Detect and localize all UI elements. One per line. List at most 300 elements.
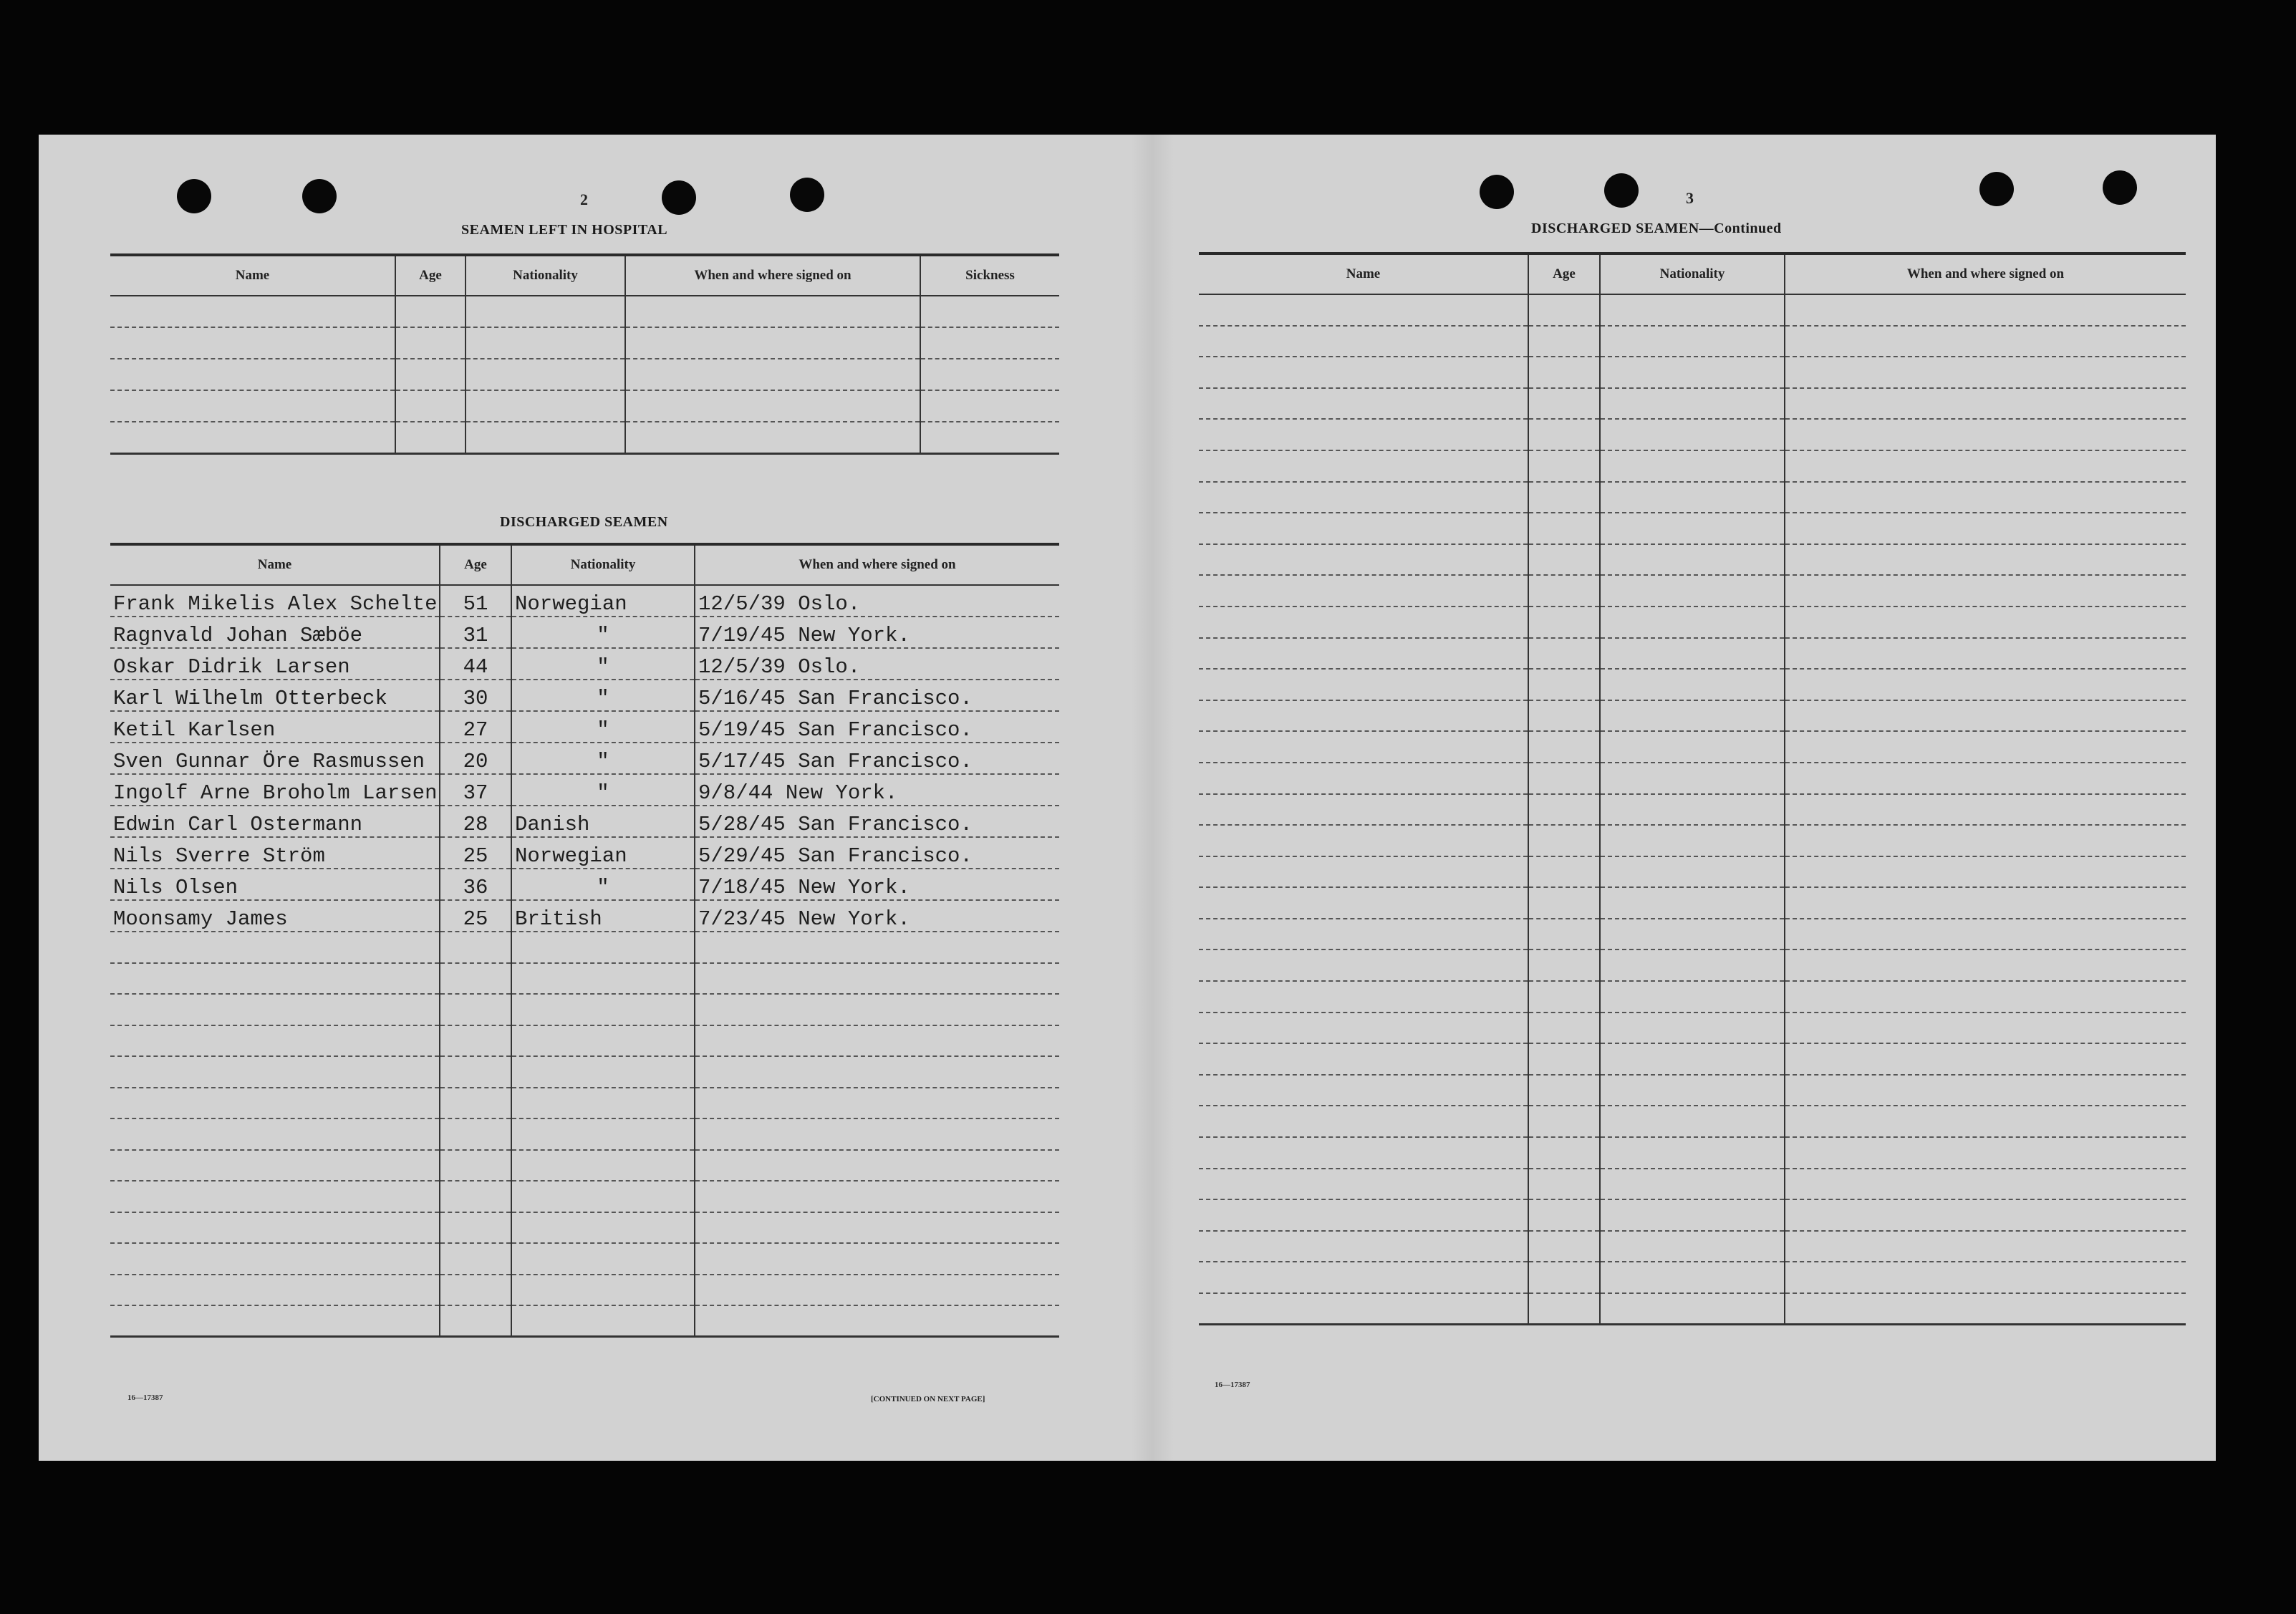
blank-cell	[511, 1275, 695, 1306]
blank-cell	[440, 1243, 511, 1275]
seaman-age: 51	[440, 585, 511, 617]
blank-cell	[440, 1181, 511, 1212]
blank-cell	[1528, 825, 1600, 856]
form-number-right: 16—17387	[1215, 1381, 1250, 1389]
seaman-signed-on: 7/19/45 New York.	[695, 617, 1059, 648]
blank-cell	[511, 932, 695, 963]
blank-cell	[1785, 1231, 2186, 1262]
seaman-age: 25	[440, 837, 511, 869]
blank-row	[110, 1305, 1059, 1337]
seaman-nationality: "	[511, 680, 695, 711]
document-sheet	[39, 135, 2216, 1461]
blank-cell	[1600, 919, 1785, 950]
blank-cell	[511, 1181, 695, 1212]
blank-row	[1199, 638, 2186, 670]
seaman-nationality: "	[511, 648, 695, 680]
blank-cell	[1528, 669, 1600, 700]
blank-cell	[1528, 294, 1600, 326]
blank-cell	[1600, 294, 1785, 326]
blank-cell	[1199, 794, 1528, 826]
blank-cell	[1528, 763, 1600, 794]
blank-cell	[1199, 357, 1528, 388]
blank-row	[110, 1056, 1059, 1088]
blank-row	[1199, 731, 2186, 763]
blank-cell	[695, 1181, 1059, 1212]
blank-cell	[511, 1212, 695, 1244]
blank-cell	[1199, 1199, 1528, 1231]
blank-cell	[1600, 1293, 1785, 1325]
seaman-age: 28	[440, 806, 511, 837]
blank-cell	[110, 1025, 440, 1057]
blank-cell	[511, 1118, 695, 1150]
discharged-table	[110, 543, 1059, 1338]
seaman-nationality: "	[511, 617, 695, 648]
blank-row	[1199, 1075, 2186, 1106]
blank-cell	[1600, 669, 1785, 700]
blank-cell	[1600, 326, 1785, 357]
seaman-name: Moonsamy James	[110, 900, 440, 932]
seaman-age: 44	[440, 648, 511, 680]
table-row	[110, 617, 1059, 648]
blank-cell	[1785, 949, 2186, 981]
punch-hole	[2103, 170, 2137, 205]
blank-cell	[1199, 919, 1528, 950]
blank-cell	[1785, 1262, 2186, 1293]
blank-cell	[440, 1275, 511, 1306]
seaman-signed-on: 12/5/39 Oslo.	[695, 648, 1059, 680]
blank-row	[1199, 1262, 2186, 1293]
blank-cell	[695, 1150, 1059, 1181]
blank-cell	[1199, 731, 1528, 763]
blank-cell	[1785, 482, 2186, 513]
blank-row	[1199, 669, 2186, 700]
blank-cell	[1785, 1169, 2186, 1200]
blank-cell	[1528, 1137, 1600, 1169]
table-row	[110, 585, 1059, 617]
blank-cell	[1528, 1075, 1600, 1106]
table-row	[110, 680, 1059, 711]
form-number-left: 16—17387	[127, 1393, 163, 1402]
blank-row	[1199, 388, 2186, 420]
blank-row	[1199, 700, 2186, 732]
blank-cell	[1785, 1075, 2186, 1106]
col-header-name: Name	[110, 255, 395, 296]
page-fold	[1131, 135, 1174, 1461]
blank-cell	[1600, 513, 1785, 544]
blank-cell	[1600, 1075, 1785, 1106]
seaman-name: Karl Wilhelm Otterbeck	[110, 680, 440, 711]
blank-row	[1199, 1137, 2186, 1169]
seaman-nationality: Danish	[511, 806, 695, 837]
seaman-age: 20	[440, 743, 511, 774]
blank-cell	[695, 994, 1059, 1025]
table-row	[110, 900, 1059, 932]
blank-row	[1199, 981, 2186, 1013]
seaman-nationality: "	[511, 774, 695, 806]
blank-row	[1199, 450, 2186, 482]
blank-row	[1199, 949, 2186, 981]
blank-row	[1199, 419, 2186, 450]
table-row	[110, 774, 1059, 806]
seaman-name: Sven Gunnar Öre Rasmussen	[110, 743, 440, 774]
blank-row	[110, 1025, 1059, 1057]
blank-cell	[440, 932, 511, 963]
blank-row	[1199, 1293, 2186, 1325]
seaman-signed-on: 7/18/45 New York.	[695, 869, 1059, 900]
blank-cell	[1199, 669, 1528, 700]
blank-cell	[1199, 388, 1528, 420]
seaman-age: 36	[440, 869, 511, 900]
blank-cell	[440, 1150, 511, 1181]
col-header-nationality: Nationality	[1600, 253, 1785, 294]
punch-hole	[790, 178, 824, 212]
seaman-nationality: Norwegian	[511, 837, 695, 869]
punch-hole	[302, 179, 337, 213]
seaman-signed-on: 7/23/45 New York.	[695, 900, 1059, 932]
blank-row	[110, 932, 1059, 963]
blank-cell	[1199, 326, 1528, 357]
col-header-age: Age	[440, 544, 511, 585]
blank-cell	[1199, 763, 1528, 794]
blank-cell	[1600, 1106, 1785, 1137]
blank-cell	[1785, 731, 2186, 763]
blank-row	[110, 1181, 1059, 1212]
blank-cell	[1199, 887, 1528, 919]
blank-row	[1199, 1013, 2186, 1044]
blank-row	[1199, 482, 2186, 513]
blank-cell	[1199, 1075, 1528, 1106]
blank-cell	[1199, 1106, 1528, 1137]
blank-cell	[1785, 763, 2186, 794]
blank-cell	[1199, 482, 1528, 513]
blank-cell	[1785, 294, 2186, 326]
blank-cell	[1528, 731, 1600, 763]
blank-cell	[1785, 856, 2186, 888]
blank-cell	[1528, 326, 1600, 357]
blank-cell	[1785, 1013, 2186, 1044]
blank-row	[1199, 919, 2186, 950]
col-header-nationality: Nationality	[511, 544, 695, 585]
blank-cell	[1199, 1231, 1528, 1262]
blank-cell	[1785, 1137, 2186, 1169]
blank-cell	[1528, 419, 1600, 450]
right-section-title: DISCHARGED SEAMEN—Continued	[1531, 221, 1782, 236]
discharged-continued-table	[1199, 252, 2186, 1325]
blank-cell	[1785, 1106, 2186, 1137]
blank-row	[1199, 575, 2186, 607]
blank-cell	[695, 1212, 1059, 1244]
blank-cell	[440, 963, 511, 995]
blank-cell	[1528, 1199, 1600, 1231]
page-number-right: 3	[1686, 189, 1694, 207]
col-header-age: Age	[395, 255, 466, 296]
seaman-name: Oskar Didrik Larsen	[110, 648, 440, 680]
table-row	[110, 711, 1059, 743]
blank-cell	[1785, 357, 2186, 388]
blank-cell	[1528, 949, 1600, 981]
blank-cell	[1199, 1043, 1528, 1075]
blank-cell	[1528, 575, 1600, 607]
blank-cell	[1528, 1169, 1600, 1200]
blank-cell	[1600, 1169, 1785, 1200]
blank-cell	[1785, 1199, 2186, 1231]
blank-cell	[1785, 669, 2186, 700]
blank-cell	[110, 932, 440, 963]
seaman-signed-on: 5/17/45 San Francisco.	[695, 743, 1059, 774]
blank-cell	[1528, 1262, 1600, 1293]
blank-cell	[1528, 887, 1600, 919]
blank-cell	[1600, 607, 1785, 638]
blank-cell	[1600, 1013, 1785, 1044]
seaman-name: Nils Sverre Ström	[110, 837, 440, 869]
blank-cell	[110, 994, 440, 1025]
blank-row	[110, 963, 1059, 995]
blank-cell	[695, 963, 1059, 995]
blank-cell	[1199, 513, 1528, 544]
blank-cell	[1199, 1262, 1528, 1293]
blank-cell	[1785, 544, 2186, 576]
seaman-age: 31	[440, 617, 511, 648]
blank-cell	[1785, 513, 2186, 544]
blank-cell	[1528, 1106, 1600, 1137]
seaman-name: Ingolf Arne Broholm Larsen	[110, 774, 440, 806]
blank-row	[1199, 763, 2186, 794]
blank-row	[110, 1243, 1059, 1275]
blank-row	[110, 1118, 1059, 1150]
blank-cell	[1528, 794, 1600, 826]
blank-row	[110, 1275, 1059, 1306]
blank-cell	[1528, 482, 1600, 513]
punch-hole	[177, 179, 211, 213]
blank-cell	[695, 1056, 1059, 1088]
col-header-signed-on: When and where signed on	[625, 255, 920, 296]
blank-cell	[1600, 388, 1785, 420]
blank-cell	[1600, 825, 1785, 856]
blank-cell	[1199, 419, 1528, 450]
seaman-name: Edwin Carl Ostermann	[110, 806, 440, 837]
blank-cell	[110, 1150, 440, 1181]
punch-hole	[662, 180, 696, 215]
blank-cell	[511, 1056, 695, 1088]
blank-row	[1199, 1199, 2186, 1231]
table-row	[110, 422, 1059, 453]
seaman-signed-on: 5/16/45 San Francisco.	[695, 680, 1059, 711]
table-row	[110, 327, 1059, 359]
table-row	[110, 869, 1059, 900]
blank-row	[1199, 513, 2186, 544]
blank-cell	[1785, 919, 2186, 950]
blank-cell	[1528, 981, 1600, 1013]
blank-row	[1199, 825, 2186, 856]
blank-cell	[1600, 482, 1785, 513]
col-header-sickness: Sickness	[920, 255, 1059, 296]
page-number-left: 2	[580, 190, 588, 208]
blank-cell	[1600, 856, 1785, 888]
continued-note: [CONTINUED ON NEXT PAGE]	[871, 1395, 985, 1403]
blank-cell	[1600, 794, 1785, 826]
blank-cell	[1785, 1043, 2186, 1075]
blank-cell	[1600, 419, 1785, 450]
blank-cell	[1528, 1013, 1600, 1044]
blank-cell	[110, 1305, 440, 1337]
blank-cell	[110, 1212, 440, 1244]
seaman-signed-on: 12/5/39 Oslo.	[695, 585, 1059, 617]
blank-cell	[1785, 450, 2186, 482]
blank-cell	[1600, 357, 1785, 388]
blank-cell	[110, 1243, 440, 1275]
blank-row	[1199, 294, 2186, 326]
blank-row	[1199, 326, 2186, 357]
seaman-nationality: British	[511, 900, 695, 932]
blank-cell	[1528, 388, 1600, 420]
seaman-nationality: "	[511, 711, 695, 743]
blank-row	[110, 1088, 1059, 1119]
seaman-age: 27	[440, 711, 511, 743]
blank-cell	[110, 1118, 440, 1150]
blank-cell	[1600, 575, 1785, 607]
blank-cell	[695, 1243, 1059, 1275]
col-header-name: Name	[110, 544, 440, 585]
blank-cell	[1600, 1262, 1785, 1293]
seaman-signed-on: 9/8/44 New York.	[695, 774, 1059, 806]
blank-cell	[1528, 856, 1600, 888]
blank-cell	[695, 1118, 1059, 1150]
seaman-name: Ragnvald Johan Sæböe	[110, 617, 440, 648]
seaman-age: 25	[440, 900, 511, 932]
blank-cell	[440, 1056, 511, 1088]
table-row	[110, 648, 1059, 680]
blank-cell	[1528, 1231, 1600, 1262]
blank-cell	[695, 1305, 1059, 1337]
blank-row	[1199, 1106, 2186, 1137]
blank-rows	[110, 932, 1059, 1337]
hospital-table	[110, 253, 1059, 455]
blank-row	[1199, 607, 2186, 638]
blank-cell	[1199, 607, 1528, 638]
blank-cell	[1528, 544, 1600, 576]
blank-cell	[440, 1088, 511, 1119]
hospital-header-row	[110, 255, 1059, 296]
blank-cell	[1785, 825, 2186, 856]
col-header-nationality: Nationality	[466, 255, 625, 296]
col-header-signed-on: When and where signed on	[695, 544, 1059, 585]
table-row	[110, 390, 1059, 422]
blank-cell	[1199, 949, 1528, 981]
blank-cell	[1199, 1169, 1528, 1200]
blank-cell	[1528, 919, 1600, 950]
blank-cell	[1785, 887, 2186, 919]
blank-row	[1199, 357, 2186, 388]
blank-cell	[1528, 638, 1600, 670]
blank-cell	[440, 1118, 511, 1150]
blank-cell	[1785, 794, 2186, 826]
blank-cell	[1785, 1293, 2186, 1325]
blank-cell	[511, 1150, 695, 1181]
blank-cell	[1528, 1043, 1600, 1075]
blank-cell	[1199, 450, 1528, 482]
blank-row	[110, 1150, 1059, 1181]
seaman-age: 30	[440, 680, 511, 711]
blank-cell	[1528, 700, 1600, 732]
blank-cell	[1600, 1199, 1785, 1231]
blank-cell	[110, 1088, 440, 1119]
right-header-row	[1199, 253, 2186, 294]
blank-cell	[1600, 763, 1785, 794]
blank-cell	[1199, 1013, 1528, 1044]
hospital-section-title: SEAMEN LEFT IN HOSPITAL	[461, 222, 668, 238]
table-row	[110, 296, 1059, 327]
blank-cell	[1600, 700, 1785, 732]
blank-cell	[1785, 388, 2186, 420]
blank-cell	[1785, 700, 2186, 732]
blank-row	[1199, 1231, 2186, 1262]
blank-cell	[1785, 419, 2186, 450]
blank-row	[110, 1212, 1059, 1244]
seaman-nationality: "	[511, 743, 695, 774]
blank-cell	[1600, 1231, 1785, 1262]
table-row	[110, 806, 1059, 837]
blank-cell	[1199, 544, 1528, 576]
blank-cell	[1600, 1043, 1785, 1075]
blank-cell	[440, 1025, 511, 1057]
seaman-nationality: Norwegian	[511, 585, 695, 617]
blank-cell	[1600, 887, 1785, 919]
blank-cell	[1528, 1293, 1600, 1325]
blank-cell	[1600, 1137, 1785, 1169]
blank-cell	[110, 1056, 440, 1088]
blank-cell	[1600, 638, 1785, 670]
punch-hole	[1604, 173, 1639, 208]
blank-cell	[110, 1181, 440, 1212]
seaman-signed-on: 5/19/45 San Francisco.	[695, 711, 1059, 743]
blank-cell	[511, 994, 695, 1025]
blank-cell	[1199, 981, 1528, 1013]
blank-cell	[440, 1212, 511, 1244]
seaman-age: 37	[440, 774, 511, 806]
seaman-name: Ketil Karlsen	[110, 711, 440, 743]
discharged-header-row	[110, 544, 1059, 585]
blank-cell	[1528, 513, 1600, 544]
blank-cell	[1199, 638, 1528, 670]
blank-cell	[1600, 731, 1785, 763]
blank-cell	[695, 1275, 1059, 1306]
blank-row	[1199, 1169, 2186, 1200]
blank-cell	[695, 932, 1059, 963]
blank-cell	[1199, 294, 1528, 326]
blank-cell	[1600, 544, 1785, 576]
punch-hole	[1979, 172, 2014, 206]
blank-row	[1199, 887, 2186, 919]
blank-cell	[511, 1305, 695, 1337]
seaman-name: Nils Olsen	[110, 869, 440, 900]
blank-cell	[1600, 450, 1785, 482]
blank-cell	[110, 1275, 440, 1306]
blank-cell	[695, 1025, 1059, 1057]
seaman-name: Frank Mikelis Alex Schelte	[110, 585, 440, 617]
blank-cell	[695, 1088, 1059, 1119]
blank-cell	[1785, 326, 2186, 357]
blank-cell	[1785, 638, 2186, 670]
discharged-section-title: DISCHARGED SEAMEN	[500, 514, 668, 530]
blank-cell	[1600, 981, 1785, 1013]
blank-row	[1199, 544, 2186, 576]
blank-cell	[1528, 607, 1600, 638]
col-header-signed-on: When and where signed on	[1785, 253, 2186, 294]
seaman-signed-on: 5/29/45 San Francisco.	[695, 837, 1059, 869]
blank-cell	[1199, 1137, 1528, 1169]
punch-hole	[1480, 175, 1514, 209]
blank-cell	[1785, 575, 2186, 607]
